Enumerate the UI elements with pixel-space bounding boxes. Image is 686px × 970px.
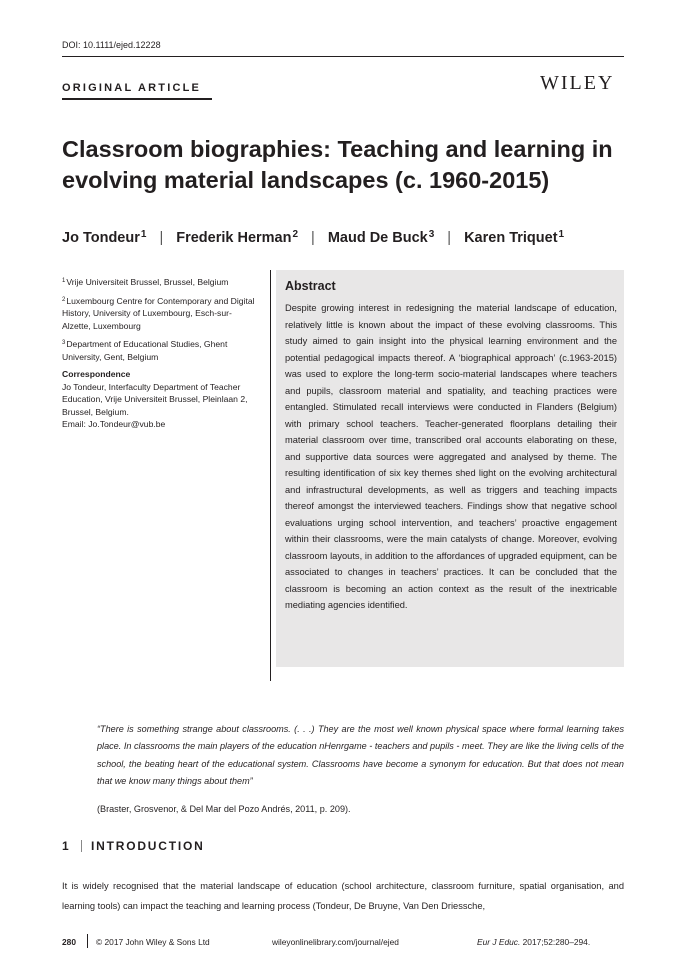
correspondence-title: Correspondence — [62, 369, 131, 379]
author[interactable]: Jo Tondeur$^1$ — [62, 229, 147, 246]
correspondence-email[interactable]: Email: Jo.Tondeur@vub.be — [62, 419, 166, 429]
copyright: © 2017 John Wiley & Sons Ltd — [96, 937, 210, 947]
author-separator: | — [311, 230, 315, 246]
page-number: 280 — [62, 937, 76, 947]
author-separator: | — [159, 230, 164, 246]
author[interactable]: Karen Triquet$^1$ — [464, 229, 565, 246]
introduction-text: It is widely recognised that the material landscape of education (school architecture, classroom furniture, spatial organisation, and learning tools) can impact the teaching and learning process (Tondeur, De Bruyne, Van Den Driessche, — [62, 881, 624, 911]
abstract-title: Abstract — [285, 279, 336, 293]
affiliations-column — [62, 275, 258, 431]
journal-citation: Eur J Educ. 2017;52:280–294. — [477, 937, 591, 947]
article-title: Classroom biographies: Teaching and learning in evolving material landscapes (c. 1960-2015) — [62, 136, 613, 193]
affiliation: $^3$Department of Educational Studies, Ghent University, Gent, Belgium — [62, 339, 228, 362]
correspondence-address: Jo Tondeur, Interfaculty Department of Teacher Education, Vrije Universiteit Brussel, Pleinlaan 2, Brussel, Belgium. — [62, 381, 248, 417]
section-heading: INTRODUCTION — [91, 839, 205, 853]
epigraph-source: (Braster, Grosvenor, & Del Mar del Pozo Andrés, 2011, p. 209). — [97, 804, 351, 814]
abstract-text: Despite growing interest in redesigning the material landscape of education, relatively little is known about the impact of these evolving classrooms. This study aimed to gain insight into the physical learning environment and the potential pedagogical impacts thereof. A ‘biographical approach’ (c.1963-2015) was used to explore the long-term socio-material landscapes where teachers and pupils, classroom material and spatiality, and teaching practices were entangled. Stimulated recall interviews were conducted in Flanders (Belgium) with primary school teachers. Teacher-generated floorplans detailing their material classroom over time, transcribed oral accounts elaborating on these, and supportive data sources were aggregated and analysed by theme. The resulting identification of six key themes shed light on the evolving architectural and infrastructural developments, as well as triggers and teaching impacts thereof amongst the interviewed teachers. Findings show that negative school evaluations urging school intervention, and teachers’ proactive engagement within their classrooms, were the main catalysts of change. Moreover, evolving classroom layouts, in addition to the affordances of upgraded equipment, can be associated to changes in teachers’ practices. It can be concluded that the classroom is becoming an action context as the result of the inextricable mediating agencies identified. — [285, 303, 617, 610]
correspondence — [62, 368, 258, 431]
journal-url[interactable]: wileyonlinelibrary.com/journal/ejed — [272, 937, 399, 947]
section-number: 1 — [62, 839, 69, 853]
affiliation: $^2$Luxembourg Centre for Contemporary and Digital History, University of Luxembourg, Esch-sur-Alzette, Luxembourg — [62, 295, 255, 331]
epigraph-quote: “There is something strange about classrooms. (. . .) They are the most well known physical space where formal learning takes place. In classrooms the main players of the education nHenrgame - teachers and pupils - meet. They are like the living cells of the school, the beating heart of the educational system. Classrooms have become a synonym for education. But that does not mean that we know many things about them” — [97, 724, 624, 787]
affiliation: $^1$Vrije Universiteit Brussel, Brussel, Belgium — [62, 277, 229, 287]
footer-divider — [87, 934, 88, 948]
author-separator: | — [447, 230, 452, 246]
author[interactable]: Maud De Buck$^3$ — [327, 229, 435, 246]
article-type-underline — [62, 98, 212, 100]
author[interactable]: Frederik Herman$^2$ — [176, 229, 299, 246]
column-divider — [270, 270, 271, 681]
article-type: ORIGINAL ARTICLE — [62, 82, 202, 94]
author-list — [62, 229, 632, 246]
doi: DOI: 10.1111/ejed.12228 — [62, 40, 161, 50]
header-rule — [62, 56, 624, 57]
publisher-logo: WILEY — [540, 72, 615, 94]
section-divider — [81, 840, 82, 852]
